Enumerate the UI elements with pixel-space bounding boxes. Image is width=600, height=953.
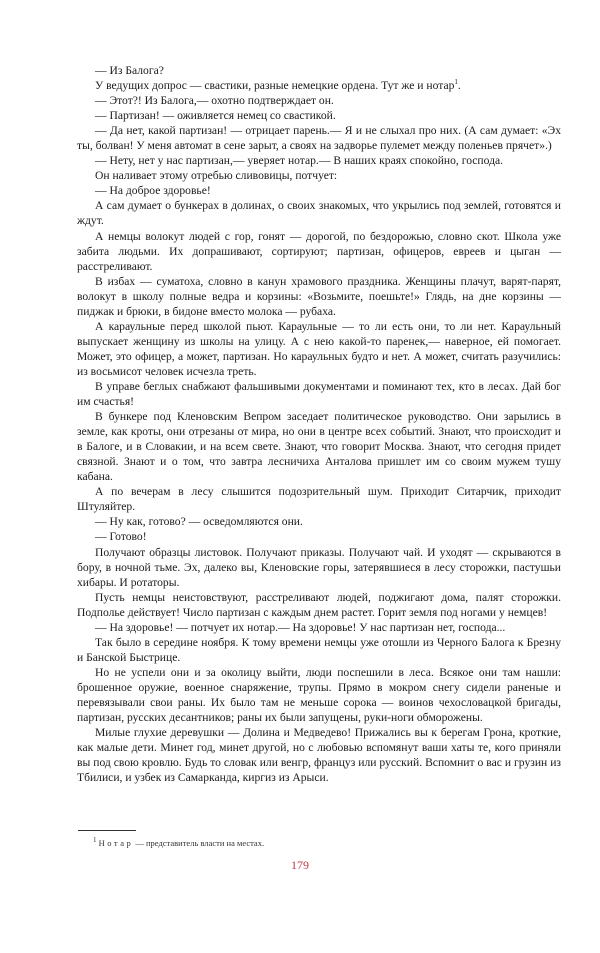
paragraph: — Нету, нет у нас партизан,— уверяет нотар.— В наших краях спокойно, господа.	[95, 154, 504, 168]
paragraph: — Партизан! — оживляется немец со свастикой.	[95, 109, 336, 123]
paragraph: — Да нет, какой партизан! — отрицает парень.— Я и не слыхал про них. (А сам думает: «Эх ты, болван! У меня автомат в сене зарыт, а своях на задворье пулемет между поленьев прячет».)	[77, 124, 561, 153]
footnote-divider	[78, 830, 136, 831]
paragraph: — Ну как, готово? — осведомляются они.	[95, 515, 303, 529]
footnote-number: 1	[93, 836, 97, 845]
body-text	[77, 63, 561, 785]
paragraph: У ведущих допрос — свастики, разные немецкие ордена. Тут же и нотар$^1$.	[95, 78, 461, 93]
paragraph: А караульные перед школой пьют. Караульные — то ли есть они, то ли нет. Караульный выпускает женщину из школы на улицу. А с нею какой-то паренек,— наверное, ей помогает. Может, это офицер, а может, партизан. Но караульных будто и нет. А может, считать разучились: из восьмисот человек исчезла треть.	[77, 319, 561, 378]
paragraph-text: У ведущих допрос — свастики, разные немецкие ордена. Тут же и нотар	[95, 79, 455, 93]
paragraph: А по вечерам в лесу слышится подозрительный шум. Приходит Ситарчик, приходит Штуляйтер.	[77, 485, 561, 514]
paragraph: Милые глухие деревушки — Долина и Медведево! Прижались вы к берегам Грона, кроткие, как малые дети. Минет год, минет другой, но с любовью вспомянут ваши хаты те, кого приняли вы под свою кровлю. Будь то словак или венгр, француз или русский. Вспомнит о вас и грузин из Тбилиси, и узбек из Самарканда, киргиз из Арыси.	[77, 726, 561, 785]
paragraph: В избах — суматоха, словно в канун храмового праздника. Женщины плачут, варят-парят, волокут в школу полные ведра и корзины: «Возьмите, поешьте!» Глядь, на дне корзины — пиджак и брюки, в бидоне вместо молока — рубаха.	[77, 274, 561, 318]
footnote	[93, 838, 553, 848]
page-number: 179	[291, 858, 309, 872]
footnote-marker: 1	[454, 78, 458, 87]
paragraph: — Готово!	[95, 530, 147, 544]
paragraph: — Этот?! Из Балога,— охотно подтверждает он.	[95, 94, 334, 108]
footnote-term: Нотар	[98, 838, 134, 848]
paragraph: Пусть немцы неистовствуют, расстреливают людей, поджигают дома, палят сторожки. Подполье действует! Число партизан с каждым днем растет. Горит земля под ногами у немцев!	[77, 590, 561, 619]
paragraph: А сам думает о бункерах в долинах, о своих знакомых, что укрылись под землей, готовятся и ждут.	[77, 199, 561, 228]
paragraph: Так было в середине ноября. К тому времени немцы уже отошли из Черного Балога к Брезну и Банской Быстрице.	[77, 635, 561, 664]
paragraph: В управе беглых снабжают фальшивыми документами и поминают тех, кто в лесах. Дай бог им счастья!	[77, 379, 561, 409]
footnote-text: — представитель власти на местах.	[135, 838, 265, 848]
paragraph: — Из Балога?	[95, 64, 164, 77]
paragraph: А немцы волокут людей с гор, гонят — дорогой, по бездорожью, словно скот. Школа уже забита людьми. Их допрашивают, сортируют; партизан, офицеров, евреев и цыган — расстреливают.	[77, 229, 561, 273]
paragraph: Но не успели они и за околицу выйти, люди поспешили в леса. Всякое они там нашли: брошенное оружие, военное снаряжение, трупы. Прямо в мокром снегу сидели раненые и перевязывали свои раны. Их было там не меньше сорока — воинов чехословацкой бригады, партизан, русских десантников; раны их были запущены, руки-ноги обморожены.	[77, 665, 561, 725]
paragraph: В бункере под Кленовским Вепром заседает политическое руководство. Они зарылись в земле, как кроты, они отрезаны от мира, но они в центре всех событий. Знают, что происходит и в Балоге, и в Словакии, и на всем свете. Знают, что говорит Москва. Знают, что сегодня придет связной. Знают и о том, что завтра лесничиха Анталова пришлет им со своим мужем тушу кабана.	[77, 410, 561, 484]
paragraph: — На доброе здоровье!	[95, 184, 211, 198]
paragraph: Он наливает этому отребью сливовицы, потчует:	[95, 169, 338, 183]
paragraph: — На здоровье! — потчует их нотар.— На здоровье! У нас партизан нет, господа...	[95, 620, 506, 634]
paragraph: Получают образцы листовок. Получают приказы. Получают чай. И уходят — скрываются в бору, в ночной тьме. Эх, далеко вы, Кленовские горы, затерявшиеся в лесу сторожки, пастушьи хибары. И ротаторы.	[77, 545, 561, 589]
